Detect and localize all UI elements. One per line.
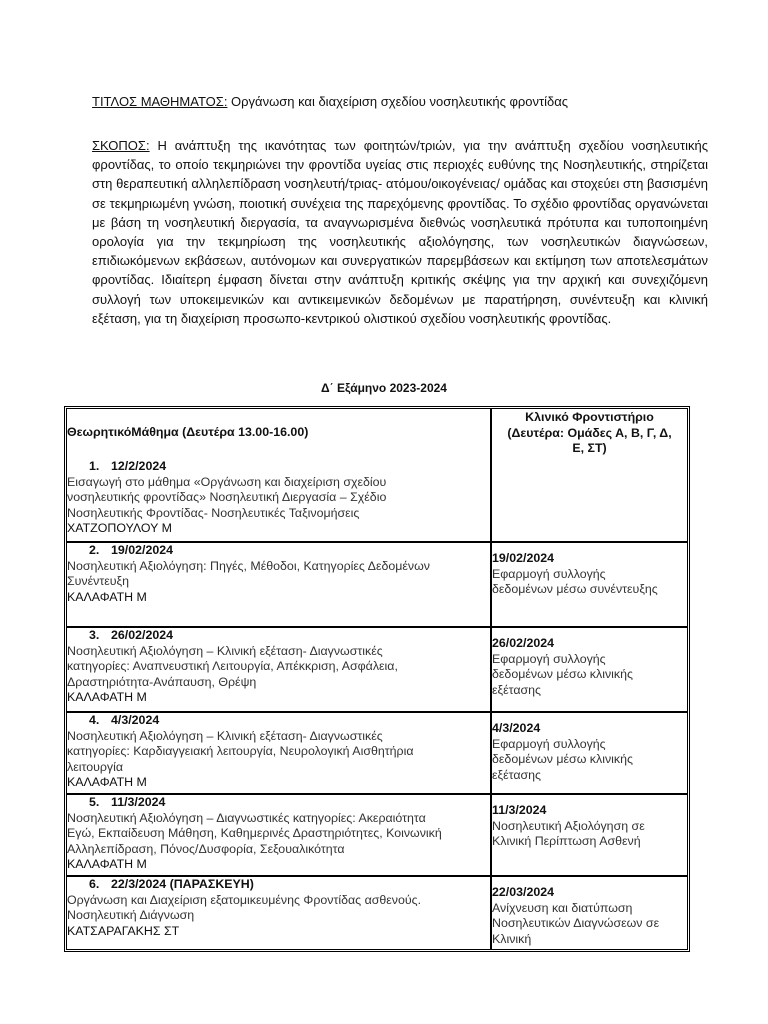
header-clinical-line-1: Κλινικό Φροντιστήριο [525, 410, 654, 424]
lesson-number: 3. [89, 628, 100, 642]
lesson-topic-line: Δραστηριότητα-Ανάπαυση, Θρέψη [67, 674, 257, 689]
header-clinical [492, 409, 687, 459]
lesson-number: 5. [89, 795, 100, 809]
table-row [67, 711, 687, 793]
schedule-table [64, 406, 690, 952]
table-row [67, 875, 687, 949]
clinical-topic-line: Εφαρμογή συλλογής [492, 736, 606, 751]
lesson-topic-line: κατηγορίες: Καρδιαγγειακή λειτουργία, Νευρολογική Αισθητήρια [67, 744, 414, 759]
lesson-number: 6. [89, 877, 100, 891]
clinical-topic-line: Ανίχνευση και διατύπωση [492, 900, 633, 915]
lesson-topic-line: Οργάνωση και Διαχείριση εξατομικευμένης Φροντίδας ασθενούς. [67, 892, 422, 907]
lesson-topic-line: Συνέντευξη [67, 574, 129, 589]
clinical-topic-line: δεδομένων μέσω κλινικής [492, 667, 633, 682]
clinical-date: 26/02/2024 [492, 636, 555, 650]
lesson-topic-line: νοσηλευτικής φροντίδας» Νοσηλευτική Διεργασία – Σχέδιο [67, 490, 387, 505]
theory-cell [67, 713, 492, 793]
clinical-date: 4/3/2024 [492, 721, 541, 735]
lesson-number-date [67, 543, 490, 559]
theory-cell [67, 459, 492, 541]
instructor-name: ΚΑΤΣΑΡΑΓΑΚΗΣ ΣΤ [67, 923, 180, 938]
lesson-number: 4. [89, 713, 100, 727]
lesson-topic-line: Νοσηλευτικής Φροντίδας- Νοσηλευτικές Ταξινομήσεις [67, 505, 360, 520]
lesson-topic-line: Εγώ, Εκπαίδευση Μάθηση, Καθημερινές Δραστηριότητες, Κοινωνική [67, 826, 442, 841]
course-title [92, 93, 712, 111]
table-row [67, 793, 687, 875]
purpose-label: ΣΚΟΠΟΣ: [92, 138, 150, 153]
table-row [67, 459, 687, 541]
instructor-name: ΚΑΛΑΦΑΤΗ Μ [67, 589, 147, 604]
clinical-date: 11/3/2024 [492, 803, 547, 817]
course-purpose [92, 136, 708, 328]
course-title-text: Οργάνωση και διαχείριση σχεδίου νοσηλευτικής φροντίδας [227, 94, 569, 109]
lesson-topic-line: Νοσηλευτική Διάγνωση [67, 908, 195, 923]
clinical-topic-line: εξέτασης [492, 682, 541, 697]
clinical-cell [492, 459, 687, 541]
lesson-topic-line: Εισαγωγή στο μάθημα «Οργάνωση και διαχείριση σχεδίου [67, 474, 387, 489]
theory-cell [67, 795, 492, 875]
lesson-number-date [67, 713, 490, 729]
lesson-number-date [67, 459, 490, 475]
clinical-topic-line: εξέτασης [492, 767, 541, 782]
header-clinical-line-3: Ε, ΣΤ) [572, 441, 607, 456]
lesson-date: 4/3/2024 [111, 713, 160, 727]
lesson-topic-line: Νοσηλευτική Αξιολόγηση – Κλινική εξέταση- Διαγνωστικές [67, 728, 383, 743]
clinical-cell [492, 795, 687, 875]
table-row [67, 541, 687, 626]
clinical-topic-line: δεδομένων μέσω κλινικής [492, 752, 633, 767]
clinical-cell [492, 543, 687, 626]
clinical-cell [492, 713, 687, 793]
header-theory: ΘεωρητικόΜάθημα (Δευτέρα 13.00-16.00) [67, 409, 492, 459]
theory-cell [67, 877, 492, 949]
lesson-number: 2. [89, 543, 100, 557]
clinical-topic-line: δεδομένων μέσω συνέντευξης [492, 582, 658, 597]
lesson-topic-line: Νοσηλευτική Αξιολόγηση: Πηγές, Μέθοδοι, Κατηγορίες Δεδομένων [67, 558, 430, 573]
lesson-topic-line: Αλληλεπίδραση, Πόνος/Δυσφορία, Σεξουαλικότητα [67, 841, 345, 856]
lesson-topic-line: κατηγορίες: Αναπνευστική Λειτουργία, Απέκκριση, Ασφάλεια, [67, 659, 398, 674]
clinical-cell [492, 877, 687, 949]
instructor-name: ΚΑΛΑΦΑΤΗ Μ [67, 775, 147, 790]
clinical-topic-line: Νοσηλευτική Αξιολόγηση σε [492, 818, 645, 833]
lesson-date: 26/02/2024 [111, 628, 174, 642]
purpose-text: Η ανάπτυξη της ικανότητας των φοιτητών/τριών, για την ανάπτυξη σχεδίου νοσηλευτικής φροντίδας, το οποίο τεκμηριώνει την φροντίδα υγείας στις περιοχές ευθύνης της Νοσηλευτικής, στηρίζεται στη θεραπευτική αλληλεπίδραση νοσηλευτή/τριας- ατόμου/οικογένειας/ ομάδας και στοχεύει στη βασισμένη σε τεκμηριωμένη γνώση, ποιοτική συνέχεια της παρεχόμενης φροντίδας. Το σχέδιο φροντίδας οργανώνεται με βάση τη νοσηλευτική διεργασία, τα αναγνωρισμένα διεθνώς νοσηλευτικά πρότυπα και τυποποιημένη ορολογία για την τεκμηρίωση της νοσηλευτικής αξιολόγησης, των νοσηλευτικών διαγνώσεων, επιδιωκόμενων εκβάσεων, αυτόνομων και συνεργατικών παρεμβάσεων και εκτίμηση των αποτελεσμάτων φροντίδας. Ιδιαίτερη έμφαση δίνεται στην ανάπτυξη κριτικής σκέψης για την αρχική και συνεχιζόμενη συλλογή των υποκειμενικών και αντικειμενικών δεδομένων με παρατήρηση, συνέντευξη και κλινική εξέταση, για τη διαχείριση προσωπο-κεντρικού ολιστικού σχεδίου νοσηλευτικής φροντίδας. [92, 138, 708, 326]
header-clinical-line-2: (Δευτέρα: Ομάδες Α, Β, Γ, Δ, [507, 425, 672, 440]
clinical-topic-line: Κλινική [492, 931, 532, 946]
instructor-name: ΧΑΤΖΟΠΟΥΛΟΥ Μ [67, 521, 172, 536]
lesson-topic-line: Νοσηλευτική Αξιολόγηση – Κλινική εξέταση- Διαγνωστικές [67, 643, 383, 658]
clinical-topic-line: Εφαρμογή συλλογής [492, 651, 606, 666]
lesson-date: 19/02/2024 [111, 543, 174, 557]
theory-cell [67, 628, 492, 711]
table-row [67, 626, 687, 711]
course-title-label: ΤΙΤΛΟΣ ΜΑΘΗΜΑΤΟΣ: [92, 94, 228, 109]
lesson-date: 22/3/2024 (ΠΑΡΑΣΚΕΥΗ) [111, 877, 254, 891]
clinical-date: 19/02/2024 [492, 551, 555, 565]
lesson-number: 1. [89, 459, 100, 473]
instructor-name: ΚΑΛΑΦΑΤΗ Μ [67, 857, 147, 872]
semester-heading: Δ΄ Εξάμηνο 2023-2024 [321, 381, 447, 395]
lesson-number-date [67, 877, 490, 893]
clinical-topic-line: Νοσηλευτικών Διαγνώσεων σε [492, 916, 660, 931]
clinical-cell [492, 628, 687, 711]
table-header-row [67, 409, 687, 459]
lesson-topic-line: λειτουργία [67, 759, 124, 774]
clinical-topic-line: Κλινική Περίπτωση Ασθενή [492, 834, 641, 849]
lesson-date: 11/3/2024 [111, 795, 166, 809]
instructor-name: ΚΑΛΑΦΑΤΗ Μ [67, 690, 147, 705]
lesson-number-date [67, 795, 490, 811]
clinical-topic-line: Εφαρμογή συλλογής [492, 566, 606, 581]
lesson-topic-line: Νοσηλευτική Αξιολόγηση – Διαγνωστικές κατηγορίες: Ακεραιότητα [67, 810, 426, 825]
lesson-date: 12/2/2024 [111, 459, 167, 473]
theory-cell [67, 543, 492, 626]
lesson-number-date [67, 628, 490, 644]
clinical-date: 22/03/2024 [492, 885, 555, 899]
